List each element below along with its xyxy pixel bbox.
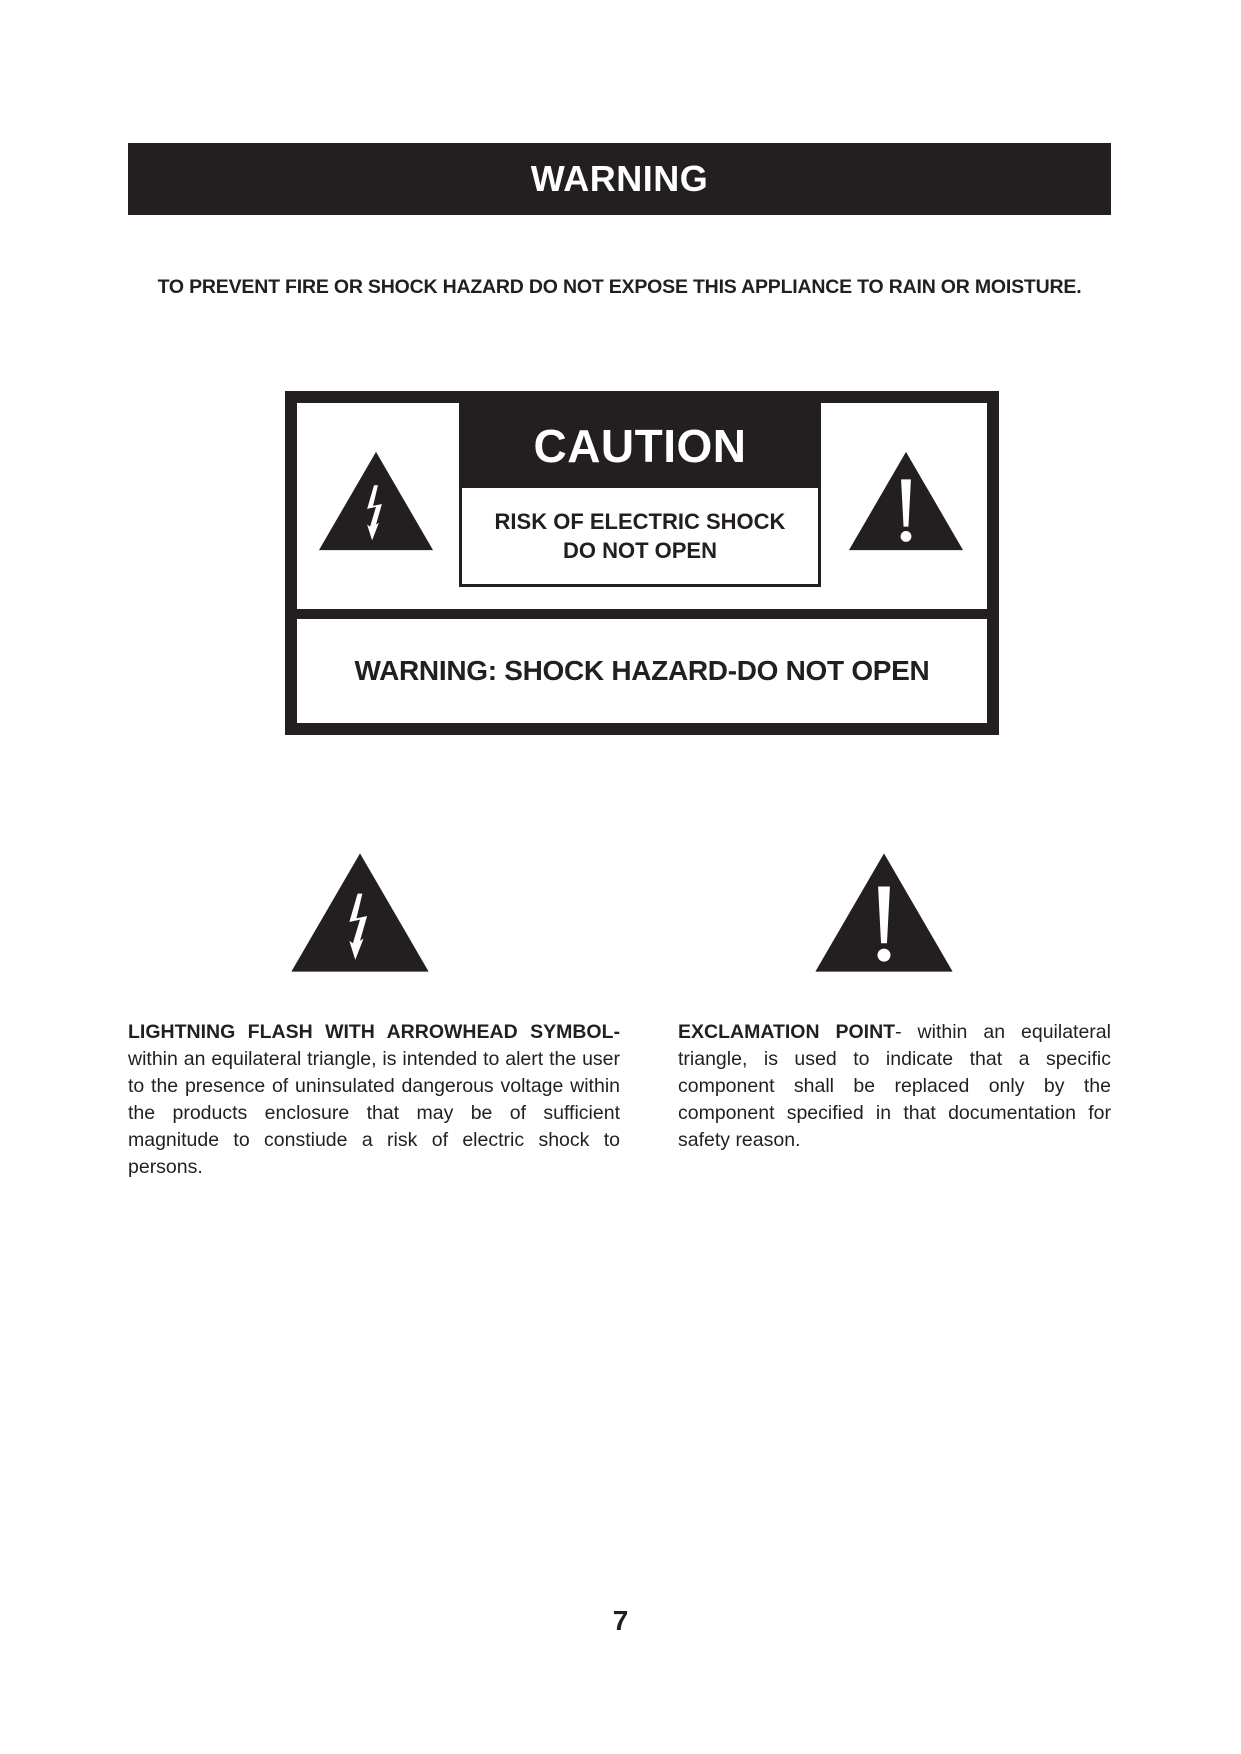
do-not-open-line: DO NOT OPEN bbox=[562, 538, 717, 563]
caution-title: CAUTION bbox=[533, 419, 747, 472]
exclamation-symbol-title: EXCLAMATION POINT bbox=[678, 1021, 896, 1043]
exclamation-symbol-description bbox=[678, 1019, 1111, 1154]
label-divider bbox=[297, 609, 987, 619]
lightning-symbol-description bbox=[128, 1019, 620, 1181]
warning-title: WARNING bbox=[530, 158, 709, 199]
lightning-triangle-icon bbox=[317, 449, 435, 553]
shock-hazard-warning: WARNING: SHOCK HAZARD-DO NOT OPEN bbox=[354, 655, 930, 686]
exclamation-triangle-icon bbox=[847, 449, 965, 553]
risk-line: RISK OF ELECTRIC SHOCK bbox=[494, 509, 786, 534]
lightning-symbol-text: within an equilateral triangle, is intended to alert the user to the presence of uninsulated dangerous voltage within the products enclosure that may be of sufficient magnitude to constiude a risk of electric shock to persons. bbox=[128, 1048, 620, 1178]
caution-header bbox=[462, 403, 818, 488]
page-number: 7 bbox=[612, 1605, 629, 1636]
lightning-triangle-icon bbox=[289, 850, 431, 975]
lightning-symbol-title: LIGHTNING FLASH WITH ARROWHEAD SYMBOL- bbox=[128, 1021, 620, 1043]
caution-box bbox=[459, 403, 821, 587]
exclamation-triangle-icon bbox=[813, 850, 955, 975]
fire-shock-notice: TO PREVENT FIRE OR SHOCK HAZARD DO NOT EXPOSE THIS APPLIANCE TO RAIN OR MOISTURE. bbox=[157, 276, 1082, 298]
caution-label bbox=[285, 391, 999, 735]
warning-banner bbox=[128, 143, 1111, 215]
caution-body bbox=[462, 488, 818, 584]
exclamation-symbol-text: - within an equilateral triangle, is used to indicate that a specific component shall be replaced only by the component specified in that documentation for safety reason. bbox=[678, 1021, 1111, 1151]
